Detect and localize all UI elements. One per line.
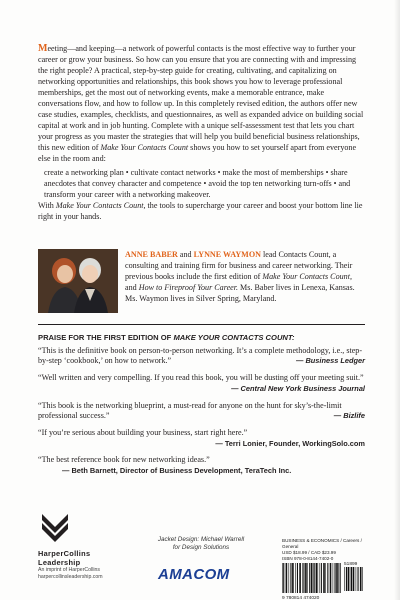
barcode-stripe <box>336 563 338 593</box>
barcode-stripe <box>356 567 357 591</box>
quote-1: “This is the definitive book on person-to-person networking. It’s a complete methodology, i.e., step-by-step ‘cookbook,’ on how to network.” — Business Ledger <box>38 345 365 366</box>
barcode-stripe <box>292 563 294 593</box>
barcode-stripe <box>314 563 315 593</box>
barcode-stripe <box>350 567 351 591</box>
barcode-stripe <box>302 563 303 593</box>
ean-barcode <box>282 563 342 593</box>
publisher-url: harpercollinsleadership.com <box>38 574 103 580</box>
barcode-stripe <box>295 563 296 593</box>
barcode-stripe <box>303 563 304 593</box>
barcode-stripe <box>335 563 336 593</box>
quote-attribution: — Bizlife <box>333 411 365 421</box>
barcode-stripe <box>330 563 332 593</box>
book-category: BUSINESS & ECONOMICS / Careers / General <box>282 538 362 549</box>
barcode-stripe <box>307 563 308 593</box>
barcode-stripe <box>323 563 325 593</box>
author-name-2: LYNNE WAYMON <box>193 250 261 259</box>
quote-5: “The best reference book for new networking ideas.” — Beth Barnett, Director of Business Development, TeraTech Inc. <box>38 455 365 476</box>
barcode-stripe <box>299 563 301 593</box>
closing-paragraph: With Make Your Contacts Count, the tools to supercharge your career and boost your bottom line lie right in your hands. <box>38 201 363 222</box>
book-price: USD $18.99 / CAD $23.99 <box>282 550 336 555</box>
barcode-stripe <box>340 563 341 593</box>
harpercollins-name: HarperCollins Leadership <box>38 549 91 567</box>
page-edge-shadow <box>394 0 400 600</box>
harpercollins-flame-icon <box>38 512 72 542</box>
quote-attribution: — Terri Lonier, Founder, WorkingSolo.com <box>215 438 365 448</box>
praise-section <box>38 333 365 483</box>
barcode-stripe <box>309 563 310 593</box>
barcode-stripe <box>316 563 318 593</box>
amacom-logo: AMACOM <box>158 566 230 583</box>
divider <box>38 324 365 325</box>
barcode-stripe <box>311 563 313 593</box>
author-bio: ANNE BABER and LYNNE WAYMON lead Contacts Count, a consulting and training firm for business and career networking. Their previous books include the first edition of Make Your Contacts Count, and How to Fireproof Your Career. Ms. Baber lives in Lenexa, Kansas. Ms. Waymon lives in Silver Spring, Maryland. <box>125 250 355 303</box>
quote-attribution: — Business Ledger <box>296 356 365 366</box>
drop-cap: M <box>38 43 48 54</box>
price-code: 51899 <box>344 562 358 567</box>
barcode-stripe <box>351 567 352 591</box>
barcode-block <box>282 538 366 601</box>
author-section <box>38 249 365 313</box>
harpercollins-logo <box>38 512 118 581</box>
barcode-stripe <box>305 563 307 593</box>
quote-2: “Well written and very compelling. If you read this book, you will be dusting off your meeting suit.” — Central New York Business Journal <box>38 373 365 393</box>
barcode-stripe <box>358 567 359 591</box>
barcode-stripe <box>297 563 298 593</box>
barcode-stripe <box>362 567 363 591</box>
barcode-stripe <box>286 563 288 593</box>
barcode-stripe <box>346 567 347 591</box>
quote-3: “This book is the networking blueprint, a must-read for anyone on the hunt for sky’s-the-limit professional success.” — Bizlife <box>38 400 365 421</box>
barcode-stripe <box>353 567 355 591</box>
quote-attribution: — Beth Barnett, Director of Business Development, TeraTech Inc. <box>62 466 292 476</box>
description <box>38 44 365 227</box>
barcode-stripe <box>348 567 350 591</box>
barcode-stripe <box>282 563 283 593</box>
barcode-stripe <box>327 563 328 593</box>
barcode-stripe <box>321 563 322 593</box>
ean-number: 9 780814 474020 <box>282 596 320 601</box>
barcode-stripe <box>333 563 334 593</box>
barcode-stripe <box>289 563 290 593</box>
barcode-stripe <box>360 567 362 591</box>
barcode-stripe <box>290 563 291 593</box>
author-photo <box>38 249 118 313</box>
jacket-design-credit: Jacket Design: Michael Warrell for Design Solutions <box>157 536 245 551</box>
feature-bullets: create a networking plan • cultivate contact networks • make the most of memberships • share anecdotes that convey character and competence • avoid the top ten networking turn-offs • and transform your career with a networking makeover. <box>44 168 351 200</box>
barcode-stripe <box>325 563 326 593</box>
barcode-stripe <box>344 567 345 591</box>
barcode-stripe <box>319 563 320 593</box>
imprint-line: An imprint of HarperCollins <box>38 567 100 573</box>
price-barcode <box>344 567 364 591</box>
barcode-stripe <box>338 563 339 593</box>
isbn: ISBN 978-0-8144-7402-0 <box>282 556 334 561</box>
author-name-1: ANNE BABER <box>125 250 178 259</box>
praise-heading: PRAISE FOR THE FIRST EDITION OF MAKE YOUR CONTACTS COUNT: <box>38 333 295 342</box>
quote-4: “If you’re serious about building your business, start right here.” — Terri Lonier, Founder, WorkingSolo.com <box>38 427 365 448</box>
barcode-stripe <box>313 563 314 593</box>
barcode-stripe <box>283 563 284 593</box>
quote-attribution: — Central New York Business Journal <box>231 383 365 393</box>
intro-paragraph: Meeting—and keeping—a network of powerful contacts is the most effective way to further your career or grow your business. So how can you ensure that you are connecting with and impressing the right people? A practical, step-by-step guide for creating, cultivating, and capitalizing on networking opportunities and relationships, this book shows you how to leverage professional memberships, get the most out of networking events, make a memorable entrance, make conversations flow, and how to follow up. In this completely revised edition, the authors offer new case studies, examples, checklists, and questionnaires, as well as expanded advice on building social capital at work and in job hunting. Complete with a unique self-assessment test that lets you chart your progress as you master the strategies that will help you build beneficial business relationships, this new edition of Make Your Contacts Count shows you how to set yourself apart from everyone else in the room and: <box>38 43 364 163</box>
